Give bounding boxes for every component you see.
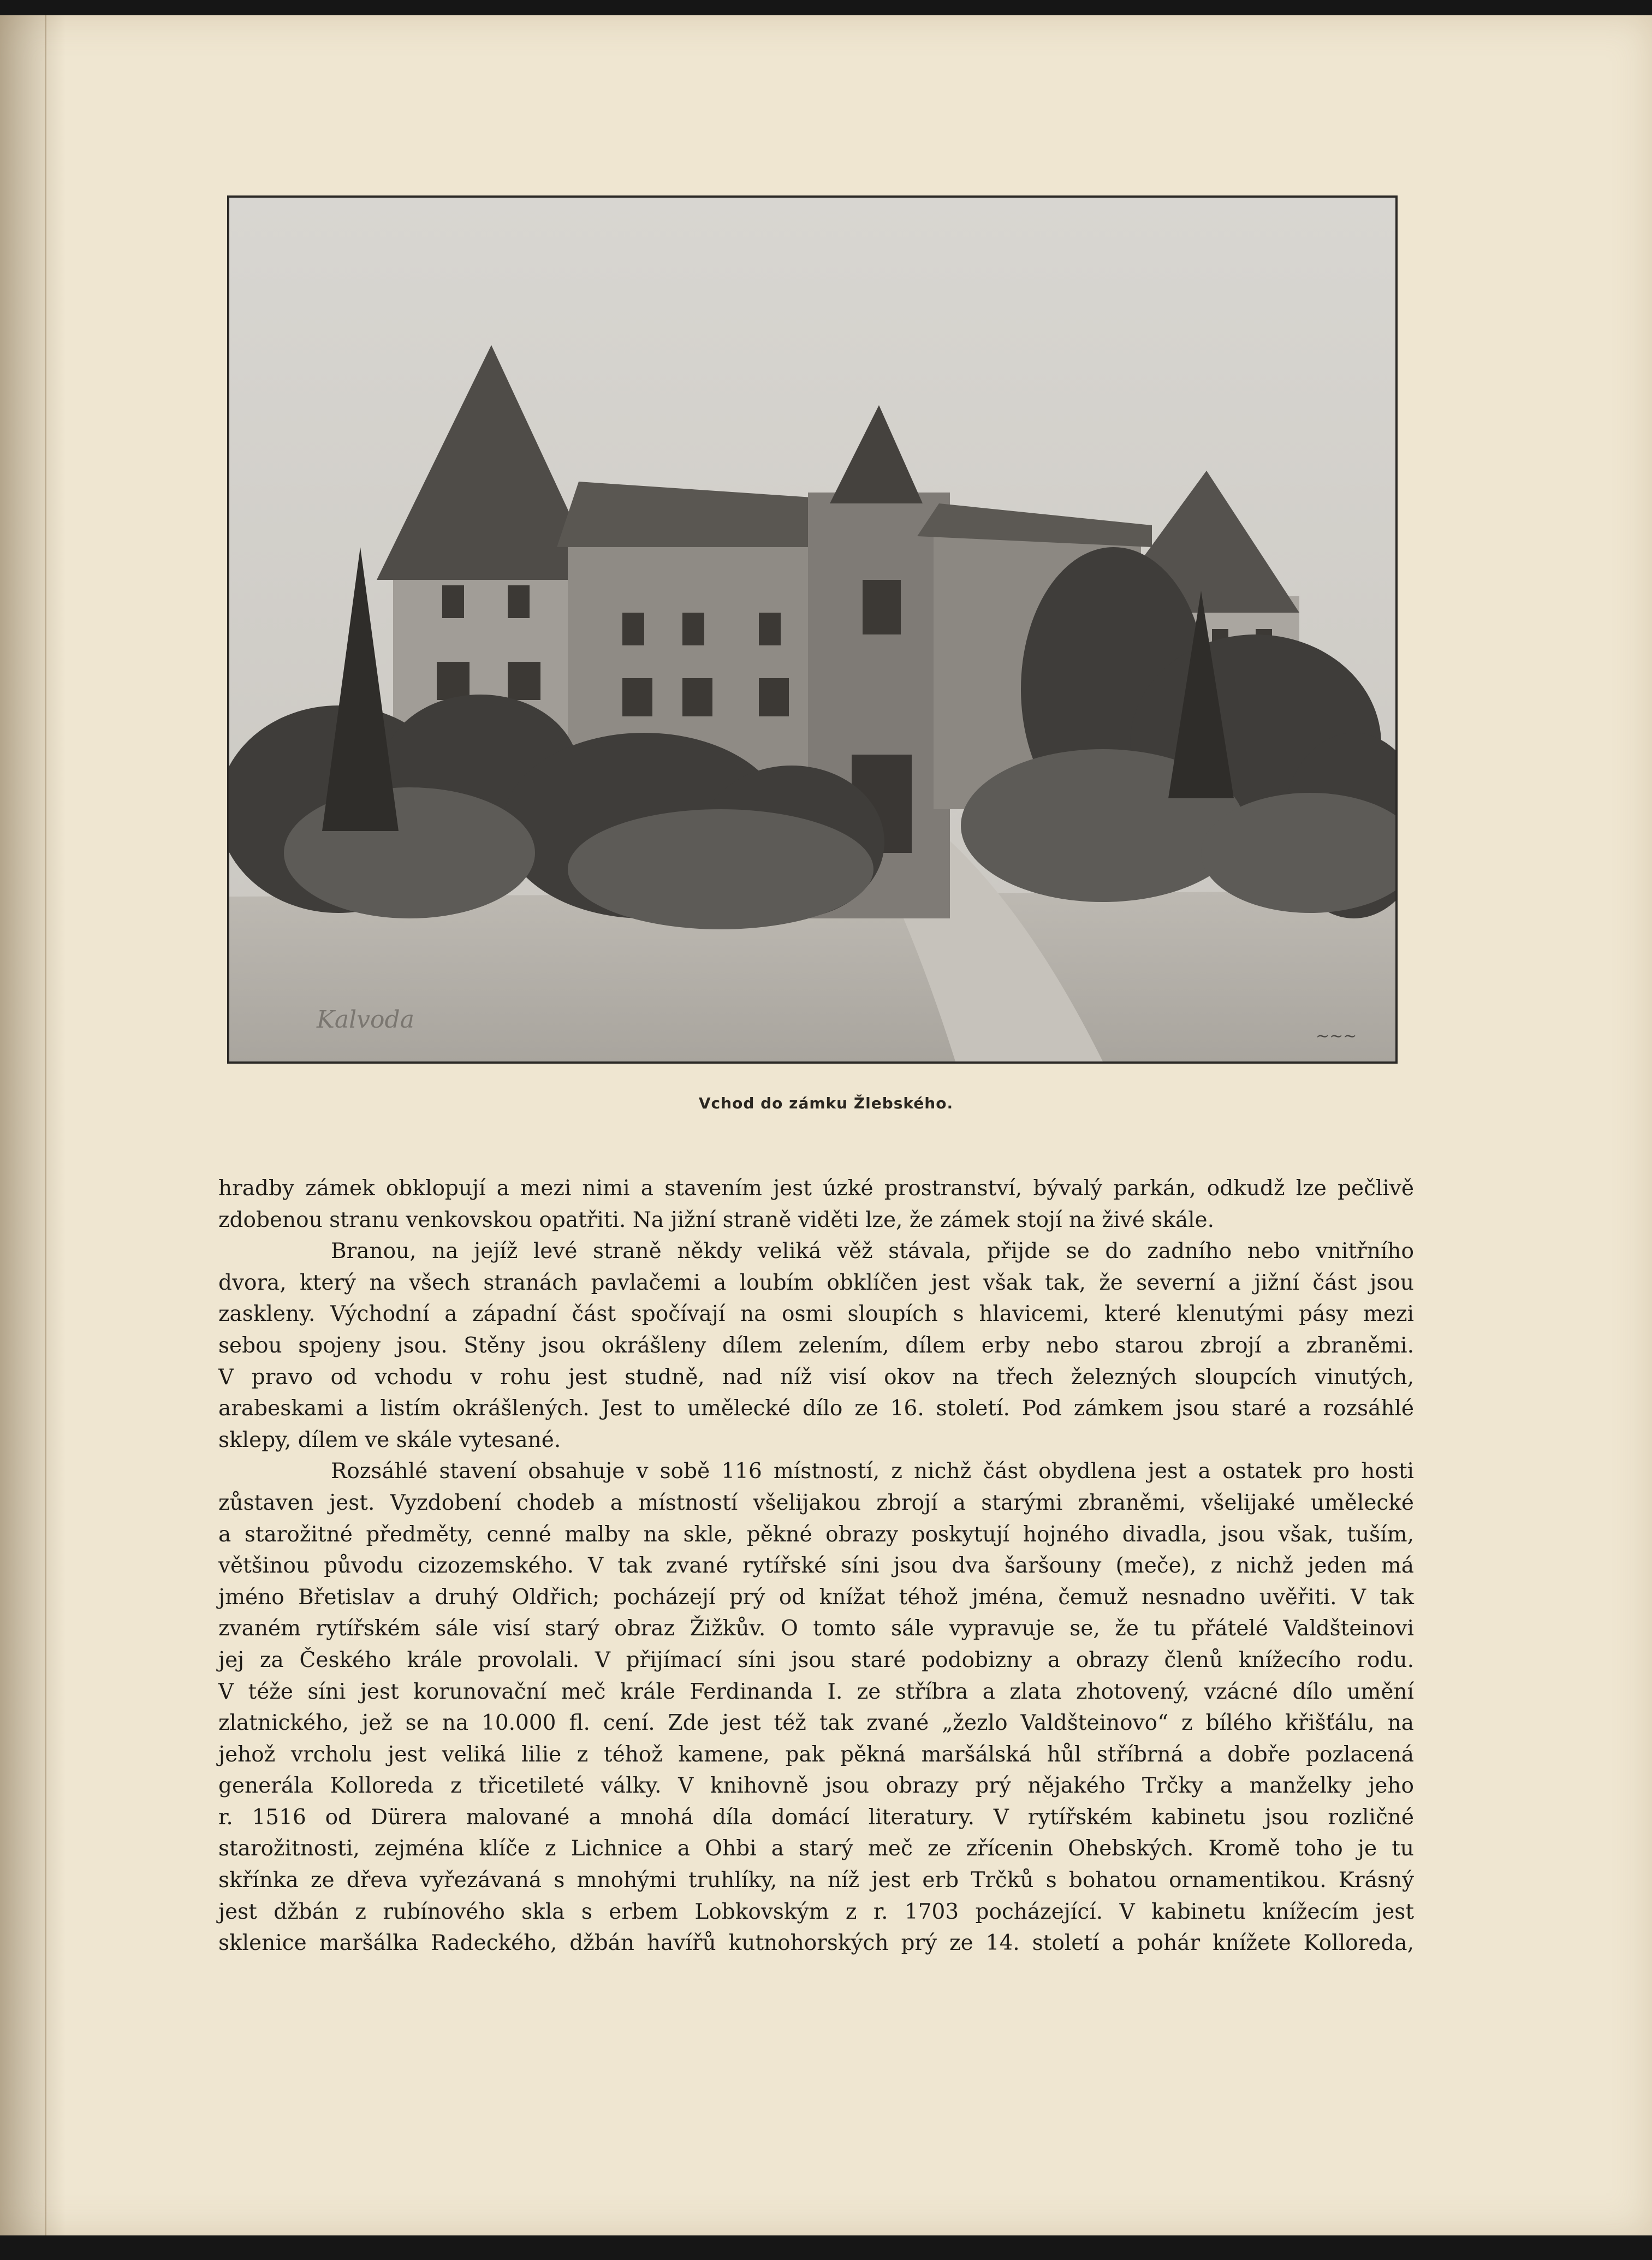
figure-caption: Vchod do zámku Žlebského. [698, 1094, 954, 1112]
text-line: arabeskami a listím okrášlených. Jest to umělecké dílo ze 16. století. Pod zámkem jsou staré a rozsáhlé [218, 1396, 1414, 1421]
text-line: a starožitné předměty, cenné malby na skle, pěkné obrazy poskytují hojného divadla, jsou však, tuším, [218, 1522, 1414, 1547]
text-line: jej za Českého krále provolali. V přijímací síni jsou staré podobizny a obrazy členů knížecího rodu. [218, 1647, 1414, 1672]
text-line: skřínka ze dřeva vyřezávaná s mnohými truhlíky, na níž jest erb Trčků s bohatou ornamentikou. Krásný [218, 1868, 1414, 1893]
text-line: sklenice maršálka Radeckého, džbán havířů kutnohorských prý ze 14. století a pohár knížete Kolloreda, [218, 1931, 1414, 1956]
book-page [0, 15, 1652, 2235]
text-line: Rozsáhlé stavení obsahuje v sobě 116 místností, z nichž část obydlena jest a ostatek pro hosti [331, 1459, 1414, 1484]
gutter-fold [45, 15, 46, 2235]
text-line: sebou spojeny jsou. Stěny jsou okrášleny dílem zelením, dílem erby nebo starou zbrojí a zbraněmi. [218, 1333, 1414, 1358]
text-line: jehož vrcholu jest veliká lilie z téhož kamene, pak pěkná maršálská hůl stříbrná a dobře pozlacená [218, 1742, 1414, 1767]
text-line: zdobenou stranu venkovskou opatřiti. Na jižní straně viděti lze, že zámek stojí na živé skále. [218, 1207, 1215, 1232]
text-line: V pravo od vchodu v rohu jest studně, nad níž visí okov na třech železných sloupcích vinutých, [218, 1365, 1414, 1390]
text-line: zlatnického, jež se na 10.000 fl. cení. Zde jest též tak zvané „žezlo Valdšteinovo“ z bílého křišťálu, na [218, 1711, 1414, 1736]
text-line: starožitnosti, zejména klíče z Lichnice a Ohbi a starý meč ze zřícenin Ohebských. Kromě toho je tu [218, 1836, 1414, 1861]
text-line: jméno Břetislav a druhý Oldřich; pocházejí prý od knížat téhož jména, čemuž nesnadno uvěřiti. V tak [218, 1585, 1414, 1610]
text-line: V téže síni jest korunovační meč krále Ferdinanda I. ze stříbra a zlata zhotovený, vzácné dílo umění [218, 1679, 1414, 1704]
engraver-mark: ~~~ [1316, 1027, 1357, 1046]
scan-border [0, 2235, 1652, 2260]
text-line: hradby zámek obklopují a mezi nimi a stavením jest úzké prostranství, bývalý parkán, odkudž lze pečlivě [218, 1176, 1414, 1201]
text-line: většinou původu cizozemského. V tak zvané rytířské síni jsou dva šaršouny (meče), z nichž jeden má [218, 1553, 1414, 1579]
text-line: Branou, na jejíž levé straně někdy veliká věž stávala, přijde se do zadního nebo vnitřního [331, 1239, 1414, 1264]
castle-picture [229, 198, 1395, 1061]
text-line: dvora, který na všech stranách pavlačemi a loubím obklíčen jest však tak, že severní a jižní část jsou [218, 1270, 1414, 1295]
text-line: r. 1516 od Dürera malované a mnohá díla domácí literatury. V rytířském kabinetu jsou rozličné [218, 1805, 1414, 1830]
text-line: zůstaven jest. Vyzdobení chodeb a místností všelijakou zbrojí a starými zbraněmi, všelijaké umělecké [218, 1490, 1414, 1515]
text-line: zaskleny. Východní a západní část spočívají na osmi sloupích s hlavicemi, které klenutými pásy mezi [218, 1302, 1414, 1327]
gutter-shadow [0, 15, 66, 2235]
text-line: zvaném rytířském sále visí starý obraz Žižkův. O tomto sále vypravuje se, že tu přátelé Valdšteinovi [218, 1616, 1414, 1641]
text-line: sklepy, dílem ve skále vytesané. [218, 1427, 561, 1452]
artist-signature: Kalvoda [317, 1006, 414, 1034]
text-line: jest džbán z rubínového skla s erbem Lobkovským z r. 1703 pocházející. V kabinetu knížecím jest [218, 1899, 1414, 1924]
body-text [218, 1173, 1414, 1959]
text-line: generála Kolloreda z třicetileté války. V knihovně jsou obrazy prý nějakého Trčky a manželky jeho [218, 1773, 1414, 1799]
castle-engraving [227, 195, 1398, 1064]
